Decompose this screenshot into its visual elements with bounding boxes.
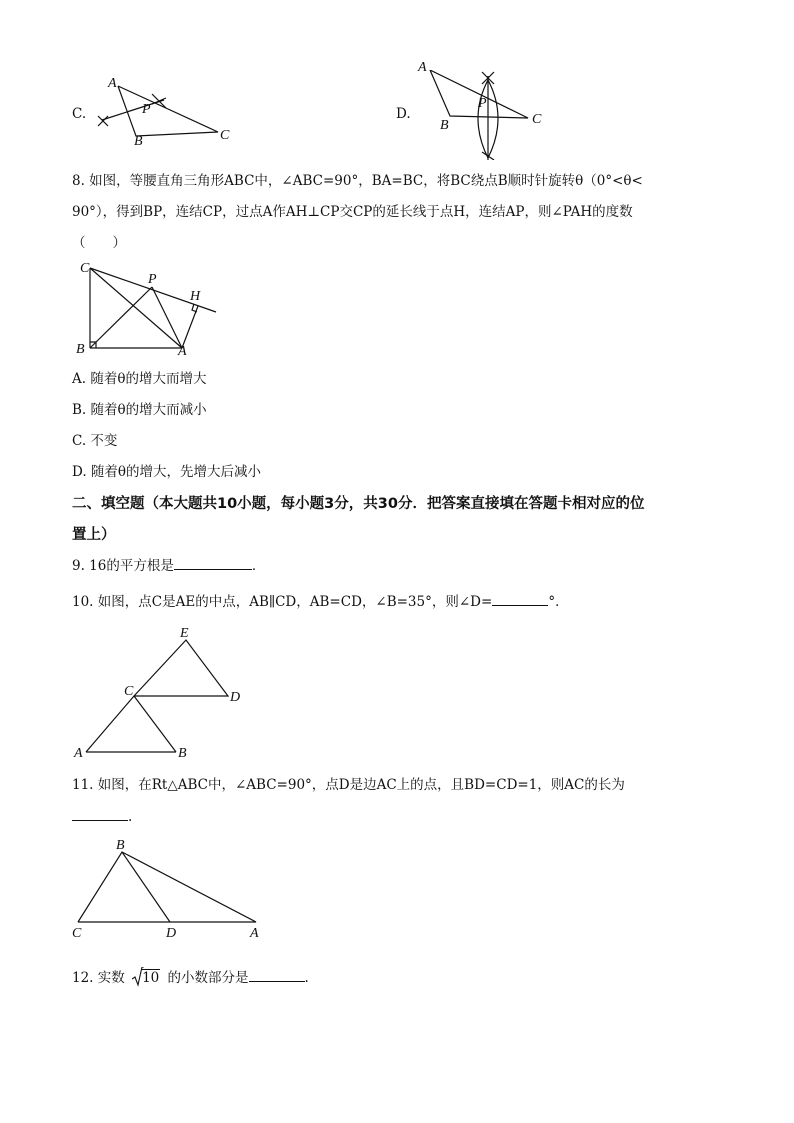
- q12-stem: [72, 969, 309, 987]
- q10-label-c: C: [124, 684, 134, 699]
- q7c-label-a: A: [108, 76, 117, 91]
- q11-figure: [70, 846, 265, 928]
- q7c-label-c: C: [220, 128, 230, 143]
- q8-stem-line2: 90°），得到BP，连结CP，过点A作AH⊥CP交CP的延长线于点H，连结AP，则∠PAH的度数: [72, 204, 633, 220]
- q7-option-c-label: C.: [72, 106, 87, 122]
- q8-label-a: A: [178, 344, 187, 359]
- q12-sqrt: [132, 969, 160, 987]
- q8-option-c: C. 不变: [72, 433, 118, 449]
- q8-option-a: A. 随着θ的增大而增大: [72, 371, 207, 387]
- q8-label-b: B: [76, 342, 85, 357]
- q11-end: .: [128, 809, 133, 825]
- q9-text: 9. 16的平方根是: [72, 558, 174, 574]
- q10-label-d: D: [230, 690, 241, 705]
- q10-label-e: E: [180, 626, 189, 641]
- q11-answer-blank[interactable]: [72, 808, 128, 821]
- q9-answer-blank[interactable]: [174, 557, 252, 570]
- q10-label-b: B: [178, 746, 187, 761]
- q12-end: .: [304, 970, 309, 986]
- q7d-label-p: P: [478, 96, 487, 111]
- q11-label-b: B: [116, 838, 125, 853]
- q8-stem-line1: 8. 如图，等腰直角三角形ABC中，∠ABC=90°，BA=BC，将BC绕点B顺时针旋转θ（0°<θ<: [72, 173, 643, 189]
- q10-answer-blank[interactable]: [492, 593, 548, 606]
- q10-end: °．: [548, 594, 569, 610]
- q7d-label-b: B: [440, 118, 449, 133]
- q11-answer-line: [72, 808, 132, 826]
- q10-stem: [72, 593, 569, 611]
- q9-end: ．: [251, 558, 266, 574]
- radical-sign-icon: [132, 967, 144, 987]
- q8-answer-paren: （ ）: [72, 235, 126, 251]
- q7-figure-d: [420, 70, 540, 160]
- q8-label-p: P: [148, 272, 157, 287]
- q11-label-d: D: [166, 926, 177, 941]
- q8-option-b: B. 随着θ的增大而减小: [72, 402, 207, 418]
- q7c-label-p: P: [142, 102, 151, 117]
- q10-text: 10. 如图，点C是AE的中点，AB∥CD，AB=CD，∠B=35°，则∠D=: [72, 594, 493, 610]
- q11-label-c: C: [72, 926, 82, 941]
- q12-post: 的小数部分是: [167, 970, 249, 986]
- q10-figure: [80, 632, 240, 757]
- section2-heading-line2: 置上）: [72, 527, 116, 543]
- q7c-label-b: B: [134, 134, 143, 149]
- q10-label-a: A: [74, 746, 83, 761]
- q12-pre: 12. 实数: [72, 970, 125, 986]
- q8-option-d: D. 随着θ的增大，先增大后减小: [72, 464, 262, 480]
- q12-radicand: 10: [142, 970, 160, 986]
- q11-label-a: A: [250, 926, 259, 941]
- q7d-label-a: A: [418, 60, 427, 75]
- section2-heading-line1: 二、填空题（本大题共10小题，每小题3分，共30分．把答案直接填在答题卡相对应的位: [72, 496, 645, 512]
- q7d-label-c: C: [532, 112, 542, 127]
- q12-answer-blank[interactable]: [249, 969, 305, 982]
- q7-option-d-label: D.: [396, 106, 411, 122]
- q11-stem: 11. 如图，在Rt△ABC中，∠ABC=90°，点D是边AC上的点，且BD=CD=1，则AC的长为: [72, 777, 625, 793]
- q9-stem: [72, 557, 265, 575]
- q8-label-c: C: [80, 261, 90, 276]
- q8-label-h: H: [190, 289, 201, 304]
